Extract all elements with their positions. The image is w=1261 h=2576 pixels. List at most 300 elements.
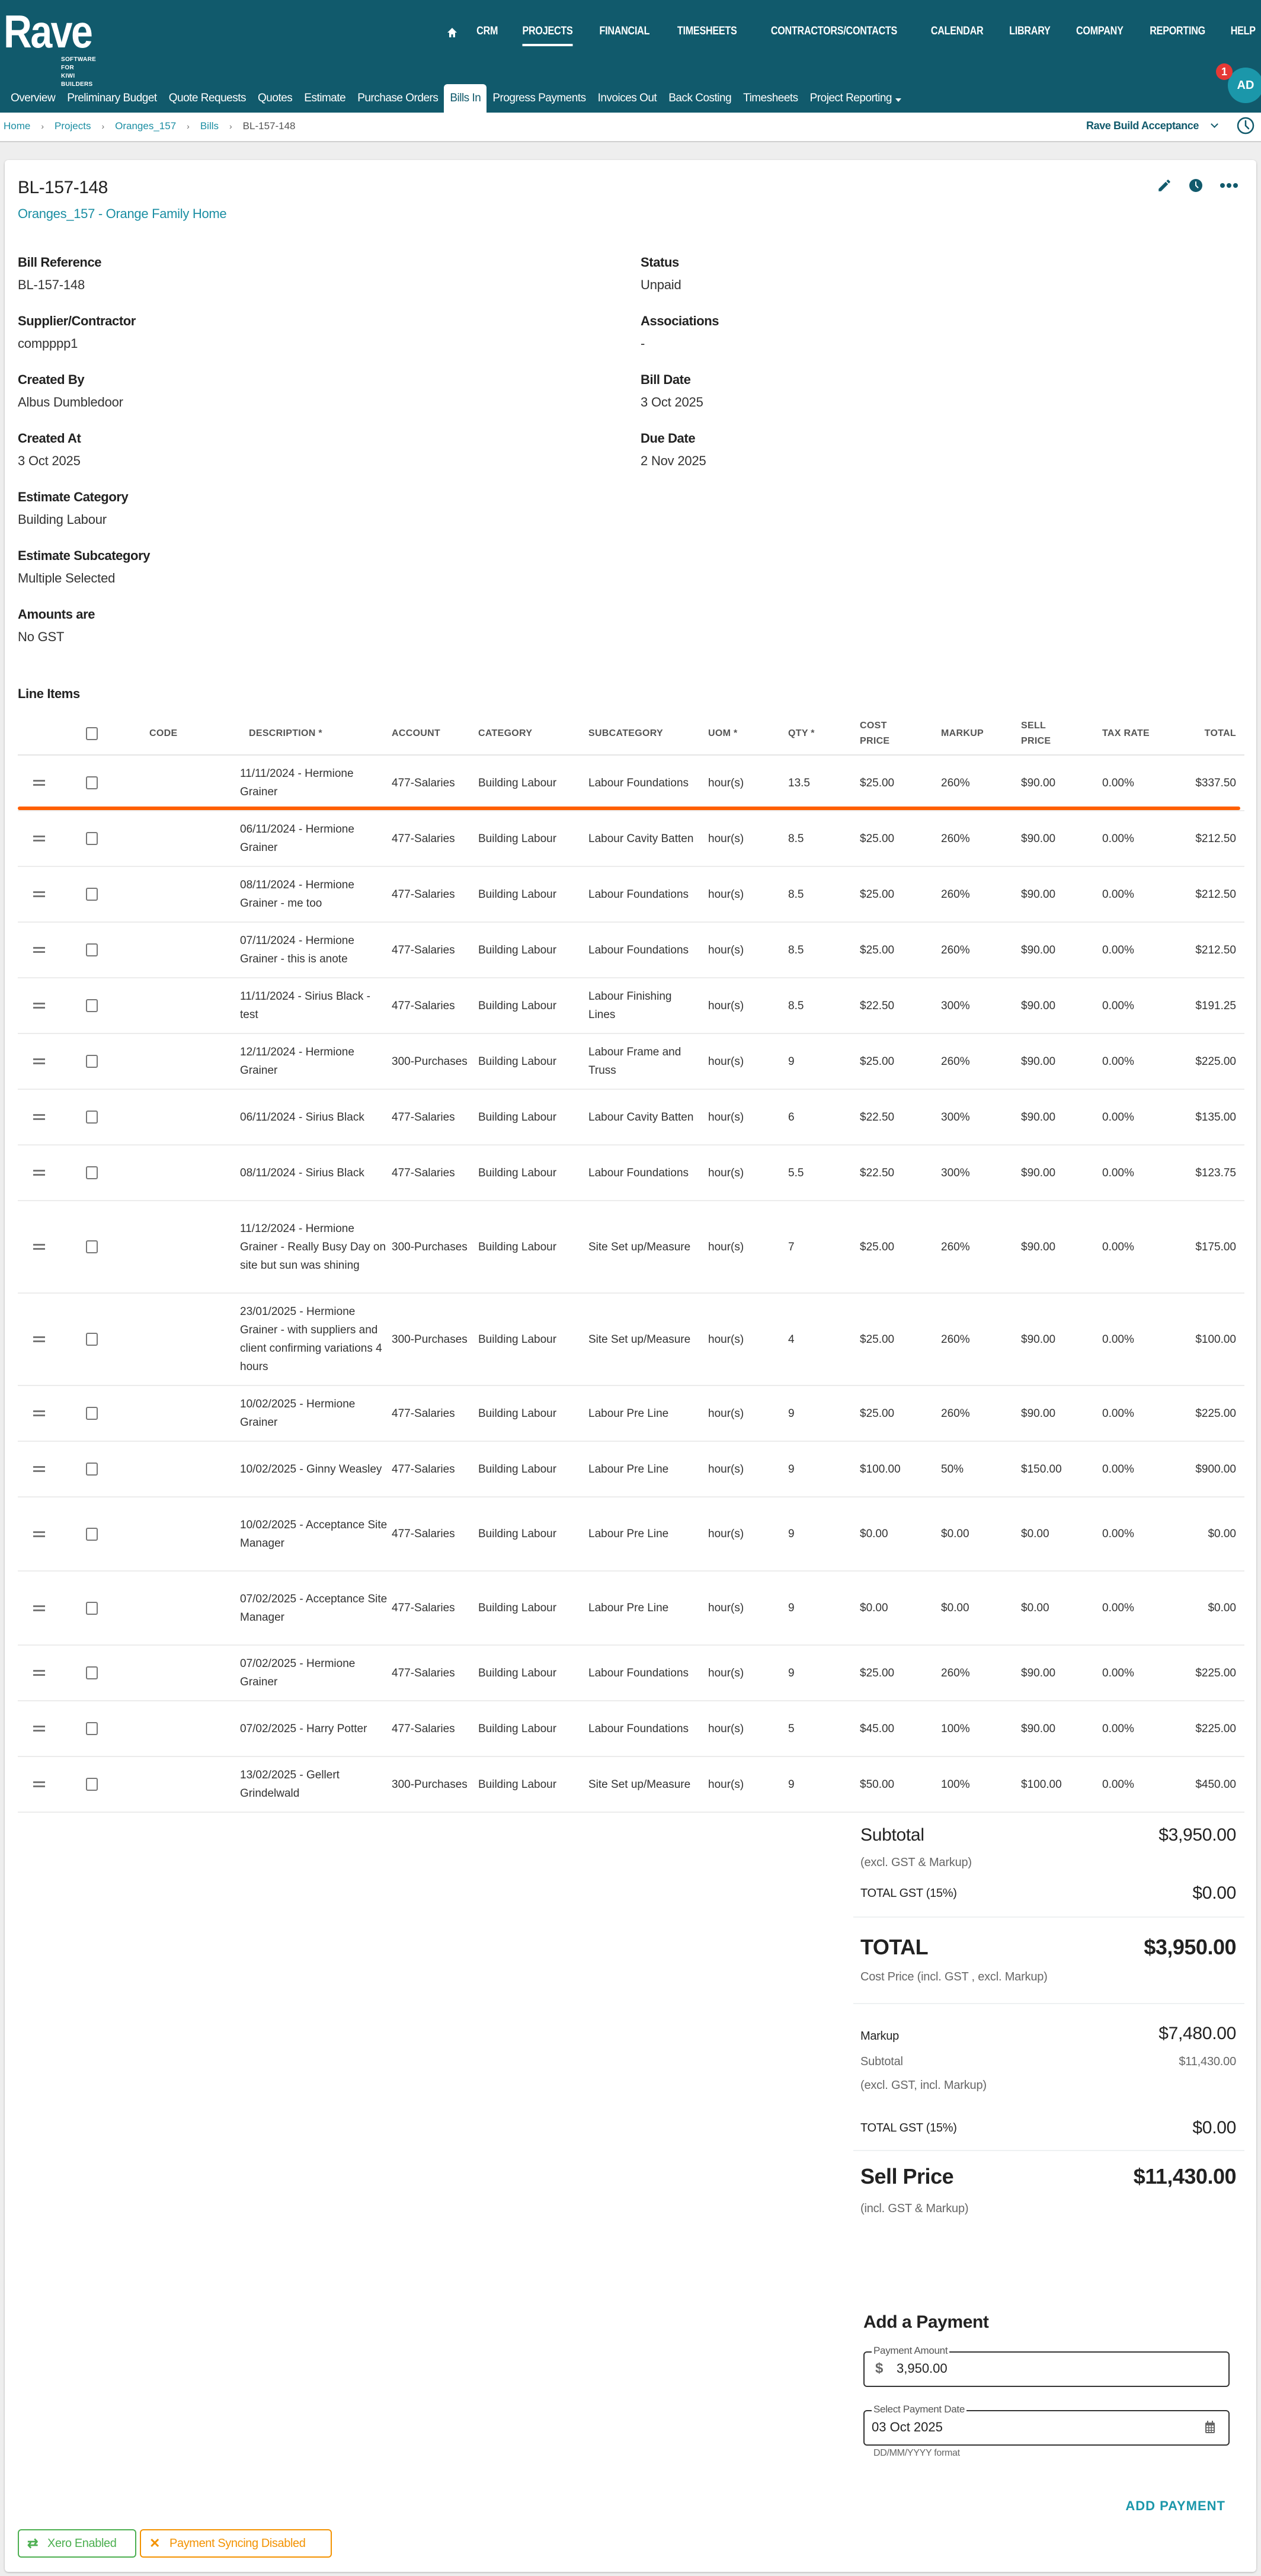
field-status [641,255,1233,313]
line-items-table [18,711,1244,1813]
top-nav [446,24,1261,41]
drag-handle-icon[interactable] [33,1408,45,1419]
bill-title: BL-157-148 [18,178,108,197]
uom-cell: hour(s) [708,1722,744,1735]
category-cell: Building Labour [478,1407,557,1420]
cost-price-cell: $25.00 [860,1240,895,1253]
top-nav-timesheets[interactable]: TIMESHEETS [677,25,737,37]
tax-rate-cell: 0.00% [1102,1463,1134,1476]
home-icon[interactable] [446,27,458,39]
code-cell [148,867,237,921]
gst2-value: $0.00 [1192,2118,1236,2137]
markup-cell: 260% [941,1055,970,1068]
tab-overview[interactable] [5,84,61,113]
category-cell: Building Labour [478,776,557,789]
top-nav-crm[interactable]: CRM [476,25,498,37]
row-checkbox[interactable] [86,888,98,901]
uom-cell: hour(s) [708,1407,744,1420]
row-select-cell [86,1442,98,1496]
field-label: Status [641,255,679,270]
field-bill-reference [18,255,610,313]
table-row[interactable] [18,756,1244,811]
code-cell [148,1386,237,1441]
category-cell: Building Labour [478,1722,557,1735]
drag-handle-icon[interactable] [33,1668,45,1678]
row-checkbox[interactable] [86,1111,98,1124]
uom-cell: hour(s) [708,1166,744,1179]
qty-cell: 8.5 [788,943,804,956]
organization-selector[interactable] [1086,120,1217,132]
tab-timesheets[interactable] [737,84,804,113]
table-body [18,756,1244,1813]
subtotal-label: Subtotal [860,1825,924,1845]
total-note: Cost Price (incl. GST , excl. Markup) [860,1970,1048,1983]
table-row[interactable] [18,923,1244,978]
drag-handle-cell [33,756,45,810]
row-select-cell [86,1572,98,1644]
row-select-cell [86,1701,98,1756]
currency-symbol: $ [875,2360,884,2376]
breadcrumb-bar [0,113,1261,142]
category-cell: Building Labour [478,1055,557,1068]
drag-handle-icon[interactable] [33,1603,45,1614]
field-value: BL-157-148 [18,277,85,292]
account-cell: 300-Purchases [392,1240,468,1253]
breadcrumb-project[interactable]: Oranges_157 [115,120,177,132]
tax-rate-cell: 0.00% [1102,999,1134,1012]
sell-price-cell: $90.00 [1021,1240,1056,1253]
code-cell [148,1090,237,1144]
code-cell [148,1646,237,1700]
row-checkbox[interactable] [86,1240,98,1253]
notification-count: 1 [1221,65,1227,78]
drag-handle-cell [33,867,45,921]
markup-cell: 260% [941,1240,970,1253]
field-estimate-subcategory [18,548,610,607]
subcategory-cell: Labour Pre Line [588,1528,669,1540]
category-cell: Building Labour [478,888,557,901]
col-subcategory: SUBCATEGORY [588,728,663,738]
qty-cell: 9 [788,1407,795,1420]
drag-handle-cell [33,1294,45,1385]
select-all-cell [86,711,98,756]
tax-rate-cell: 0.00% [1102,1333,1134,1346]
subtotal-incl-markup-note: (excl. GST, incl. Markup) [860,2079,987,2092]
account-cell: 477-Salaries [392,999,455,1012]
tax-rate-cell: 0.00% [1102,1240,1134,1253]
breadcrumb-projects[interactable]: Projects [55,120,91,132]
code-cell [148,1757,237,1812]
table-row[interactable] [18,1201,1244,1294]
xero-enabled-chip[interactable] [18,2529,136,2558]
drag-handle-icon[interactable] [33,1779,45,1790]
tab-label: Project Reporting [809,92,892,104]
xero-enabled-label: Xero Enabled [47,2536,117,2550]
payment-amount-field[interactable] [863,2345,1230,2387]
divider [853,1916,1244,1918]
subcategory-cell: Labour Finishing Lines [588,990,672,1021]
category-cell: Building Labour [478,1778,557,1791]
payment-date-field[interactable] [863,2404,1230,2446]
total-label: TOTAL [860,1935,929,1959]
account-cell: 477-Salaries [392,1407,455,1420]
total-cell: $225.00 [1195,1407,1236,1420]
user-avatar[interactable] [1228,68,1261,103]
table-row[interactable] [18,1090,1244,1145]
payment-date-helper: DD/MM/YYYY format [873,2448,960,2458]
total-cell: $225.00 [1195,1666,1236,1679]
line-items-title: Line Items [18,686,80,701]
col-description: DESCRIPTION * [249,728,322,738]
table-row[interactable] [18,1757,1244,1813]
tab-label: Bills In [450,92,481,104]
account-cell: 300-Purchases [392,1333,468,1346]
code-cell [148,1497,237,1570]
code-cell [148,1145,237,1200]
description-cell: 07/02/2025 - Harry Potter [240,1722,367,1735]
field-label: Bill Reference [18,255,102,270]
markup-label: Markup [860,2030,899,2043]
logo-wordmark: Rave [4,5,92,57]
cost-price-cell: $25.00 [860,888,895,901]
description-cell: 06/11/2024 - Hermione Grainer [240,823,354,854]
drag-handle-icon[interactable] [33,889,45,900]
drag-handle-icon[interactable] [33,833,45,844]
caret-down-icon [895,98,901,102]
sell-price-cell: $90.00 [1021,1407,1056,1420]
row-checkbox[interactable] [86,999,98,1012]
drag-handle-icon[interactable] [33,1167,45,1178]
table-row[interactable] [18,1386,1244,1442]
uom-cell: hour(s) [708,1602,744,1614]
table-row[interactable] [18,1145,1244,1201]
top-nav-company[interactable]: COMPANY [1076,25,1124,37]
qty-cell: 9 [788,1602,795,1614]
cost-price-cell: $25.00 [860,1055,895,1068]
drag-handle-cell [33,1572,45,1644]
subtotal-incl-markup-label: Subtotal [860,2055,903,2068]
cost-price-cell: $25.00 [860,943,895,956]
rave-logo[interactable] [4,5,107,88]
markup-cell: $0.00 [941,1528,969,1540]
breadcrumb-bills[interactable]: Bills [200,120,219,132]
tax-rate-cell: 0.00% [1102,1666,1134,1679]
sell-price-cell: $150.00 [1021,1463,1062,1476]
history-clock-icon[interactable] [1189,178,1203,193]
qty-cell: 8.5 [788,888,804,901]
payment-sync-label: Payment Syncing Disabled [169,2536,306,2550]
sell-price-cell: $90.00 [1021,1055,1056,1068]
row-select-cell [86,1145,98,1200]
category-cell: Building Labour [478,1240,557,1253]
tax-rate-cell: 0.00% [1102,832,1134,845]
subcategory-cell: Site Set up/Measure [588,1778,691,1791]
drag-handle-icon[interactable] [33,1056,45,1067]
tax-rate-cell: 0.00% [1102,943,1134,956]
row-select-cell [86,1497,98,1570]
cost-price-cell: $22.50 [860,1166,895,1179]
tab-quote-requests[interactable] [163,84,252,113]
select-all-checkbox[interactable] [86,727,98,740]
field-created-at [18,431,610,489]
sell-price-cell: $0.00 [1021,1528,1049,1540]
row-checkbox[interactable] [86,1528,98,1541]
subcategory-cell: Labour Foundations [588,1722,689,1735]
tab-bills-in[interactable] [444,84,487,113]
uom-cell: hour(s) [708,1463,744,1476]
tab-label: Overview [11,92,56,104]
payment-amount-label: Payment Amount [872,2345,949,2357]
subtotal-incl-markup-value: $11,430.00 [1179,2055,1236,2068]
sell-price-cell: $90.00 [1021,1722,1056,1735]
row-select-cell [86,923,98,977]
cost-price-cell: $0.00 [860,1602,888,1614]
table-row[interactable] [18,867,1244,923]
row-checkbox[interactable] [86,943,98,956]
drag-handle-cell [33,1145,45,1200]
account-cell: 477-Salaries [392,943,455,956]
description-cell: 10/02/2025 - Acceptance Site Manager [240,1518,388,1550]
category-cell: Building Labour [478,1166,557,1179]
description-cell: 10/02/2025 - Hermione Grainer [240,1398,356,1429]
edit-pencil-icon[interactable] [1157,178,1172,193]
subcategory-cell: Labour Pre Line [588,1407,669,1420]
sell-price-cell: $90.00 [1021,999,1056,1012]
sell-price-cell: $90.00 [1021,1111,1056,1124]
tab-project-reporting[interactable] [804,84,907,113]
top-nav-help[interactable]: HELP [1230,25,1256,37]
table-row[interactable] [18,1701,1244,1757]
uom-cell: hour(s) [708,1111,744,1124]
subcategory-cell: Site Set up/Measure [588,1333,691,1346]
drag-handle-icon[interactable] [33,945,45,955]
description-cell: 07/11/2024 - Hermione Grainer - this is anote [240,935,354,965]
col-qty: QTY * [788,728,815,738]
top-nav-reporting[interactable]: REPORTING [1150,25,1206,37]
payment-amount-value[interactable]: 3,950.00 [897,2361,948,2376]
uom-cell: hour(s) [708,888,744,901]
row-checkbox[interactable] [86,1333,98,1346]
uom-cell: hour(s) [708,832,744,845]
qty-cell: 9 [788,1528,795,1540]
row-checkbox[interactable] [86,1166,98,1179]
col-cost-price: COST PRICE [860,720,890,746]
add-payment-title: Add a Payment [863,2312,989,2332]
highlight-annotation-line [18,807,1240,810]
field-value: 2 Nov 2025 [641,453,706,468]
total-cell: $900.00 [1195,1463,1236,1476]
qty-cell: 9 [788,1778,795,1791]
row-checkbox[interactable] [86,1778,98,1791]
tab-preliminary-budget[interactable] [61,84,163,113]
field-amounts-are [18,607,610,665]
row-select-cell [86,1090,98,1144]
row-select-cell [86,1386,98,1441]
row-select-cell [86,811,98,866]
col-uom: UOM * [708,728,738,738]
uom-cell: hour(s) [708,1666,744,1679]
notification-badge[interactable] [1216,63,1233,80]
total-cell: $212.50 [1195,943,1236,956]
bill-fields-right [641,255,1233,489]
drag-handle-icon[interactable] [33,1112,45,1122]
total-cell: $225.00 [1195,1055,1236,1068]
row-select-cell [86,1646,98,1700]
field-value: Building Labour [18,512,107,527]
clock-icon[interactable] [1236,116,1255,135]
uom-cell: hour(s) [708,1778,744,1791]
cost-price-cell: $22.50 [860,999,895,1012]
tab-label: Invoices Out [597,92,657,104]
table-row[interactable] [18,1646,1244,1701]
description-cell: 11/11/2024 - Sirius Black - test [240,990,371,1021]
drag-handle-icon[interactable] [33,1723,45,1734]
drag-handle-icon[interactable] [33,1334,45,1345]
category-cell: Building Labour [478,1528,557,1540]
breadcrumb-current: BL-157-148 [242,120,296,132]
drag-handle-cell [33,1090,45,1144]
drag-handle-cell [33,1386,45,1441]
account-cell: 477-Salaries [392,1463,455,1476]
top-nav-contractors[interactable]: CONTRACTORS/CONTACTS [770,25,897,37]
breadcrumb-home[interactable]: Home [4,120,31,132]
drag-handle-icon[interactable] [33,1529,45,1540]
row-checkbox[interactable] [86,1722,98,1735]
tax-rate-cell: 0.00% [1102,1055,1134,1068]
top-nav-calendar[interactable]: CALENDAR [930,25,984,37]
subcategory-cell: Labour Frame and Truss [588,1046,681,1077]
tab-label: Purchase Orders [357,92,439,104]
row-checkbox[interactable] [86,776,98,789]
markup-cell: 260% [941,1407,970,1420]
markup-cell: 260% [941,943,970,956]
col-category: CATEGORY [478,728,533,738]
more-options-icon[interactable] [1220,183,1238,188]
drag-handle-icon[interactable] [33,1464,45,1474]
tab-label: Timesheets [743,92,798,104]
cost-price-cell: $25.00 [860,1666,895,1679]
field-estimate-category [18,489,610,548]
table-row[interactable] [18,1442,1244,1497]
field-label: Amounts are [18,607,95,622]
top-nav-projects[interactable]: PROJECTS [522,25,572,40]
markup-cell: 260% [941,888,970,901]
cost-price-cell: $100.00 [860,1463,901,1476]
payment-sync-disabled-chip[interactable] [140,2529,332,2558]
drag-handle-cell [33,978,45,1033]
row-select-cell [86,867,98,921]
chevron-right-icon: › [229,121,232,131]
cost-price-cell: $45.00 [860,1722,895,1735]
col-code: CODE [149,728,178,738]
row-checkbox[interactable] [86,832,98,845]
breadcrumb [4,120,296,132]
sell-price-cell: $0.00 [1021,1602,1049,1614]
total-cell: $212.50 [1195,888,1236,901]
cost-price-cell: $50.00 [860,1778,895,1791]
field-label: Estimate Category [18,489,129,504]
tab-invoices-out[interactable] [592,84,663,113]
tab-label: Estimate [304,92,346,104]
row-checkbox[interactable] [86,1602,98,1615]
cost-price-cell: $22.50 [860,1111,895,1124]
divider [853,2150,1244,2151]
logo-tagline-line1: SOFTWARE FOR [61,56,97,71]
row-checkbox[interactable] [86,1055,98,1068]
account-cell: 477-Salaries [392,1722,455,1735]
row-checkbox[interactable] [86,1407,98,1420]
row-checkbox[interactable] [86,1463,98,1476]
field-due-date [641,431,1233,489]
sell-price-cell: $90.00 [1021,888,1056,901]
add-payment-button[interactable]: ADD PAYMENT [1125,2498,1225,2513]
code-cell [148,756,237,810]
field-bill-date [641,372,1233,431]
account-cell: 477-Salaries [392,1602,455,1614]
tab-quotes[interactable] [252,84,298,113]
markup-cell: 300% [941,999,970,1012]
sell-price-label: Sell Price [860,2164,954,2188]
markup-cell: 260% [941,832,970,845]
project-link[interactable]: Oranges_157 - Orange Family Home [18,206,227,221]
drag-handle-icon[interactable] [33,1000,45,1011]
qty-cell: 4 [788,1333,795,1346]
table-row[interactable] [18,1497,1244,1572]
row-checkbox[interactable] [86,1666,98,1679]
account-cell: 477-Salaries [392,832,455,845]
drag-handle-icon[interactable] [33,1241,45,1252]
top-nav-library[interactable]: LIBRARY [1009,25,1051,37]
markup-cell: 100% [941,1778,970,1791]
field-value: No GST [18,629,65,644]
tab-back-costing[interactable] [662,84,737,113]
bill-card [5,160,1256,2572]
tab-estimate[interactable] [298,84,351,113]
account-cell: 477-Salaries [392,1111,455,1124]
drag-handle-cell [33,1201,45,1292]
table-row[interactable] [18,1294,1244,1386]
tab-purchase-orders[interactable] [351,84,444,113]
table-row[interactable] [18,978,1244,1034]
account-cell: 300-Purchases [392,1778,468,1791]
sell-price-cell: $90.00 [1021,943,1056,956]
app-header [0,0,1261,113]
drag-handle-icon[interactable] [33,777,45,788]
sell-price-note: (incl. GST & Markup) [860,2202,969,2215]
description-cell: 12/11/2024 - Hermione Grainer [240,1046,354,1077]
tab-progress-payments[interactable] [487,84,591,113]
col-total: TOTAL [1204,728,1236,738]
payment-date-value[interactable]: 03 Oct 2025 [872,2420,943,2434]
tax-rate-cell: 0.00% [1102,1722,1134,1735]
top-nav-financial[interactable]: FINANCIAL [599,25,650,37]
description-cell: 11/12/2024 - Hermione Grainer - Really Busy Day on site but sun was shining [240,1222,386,1272]
subcategory-cell: Labour Foundations [588,1666,689,1679]
field-label: Bill Date [641,372,691,387]
calendar-icon[interactable] [1205,2421,1215,2434]
sell-price-value: $11,430.00 [1133,2164,1236,2188]
total-cell: $123.75 [1195,1166,1236,1179]
tab-label: Quote Requests [168,92,247,104]
table-row[interactable] [18,1034,1244,1090]
description-cell: 08/11/2024 - Hermione Grainer - me too [240,879,354,910]
category-cell: Building Labour [478,832,557,845]
drag-handle-cell [33,1497,45,1570]
table-row[interactable] [18,1572,1244,1646]
table-row[interactable] [18,811,1244,867]
description-cell: 11/11/2024 - Hermione Grainer [240,767,354,798]
gst2-label: TOTAL GST (15%) [860,2121,957,2135]
